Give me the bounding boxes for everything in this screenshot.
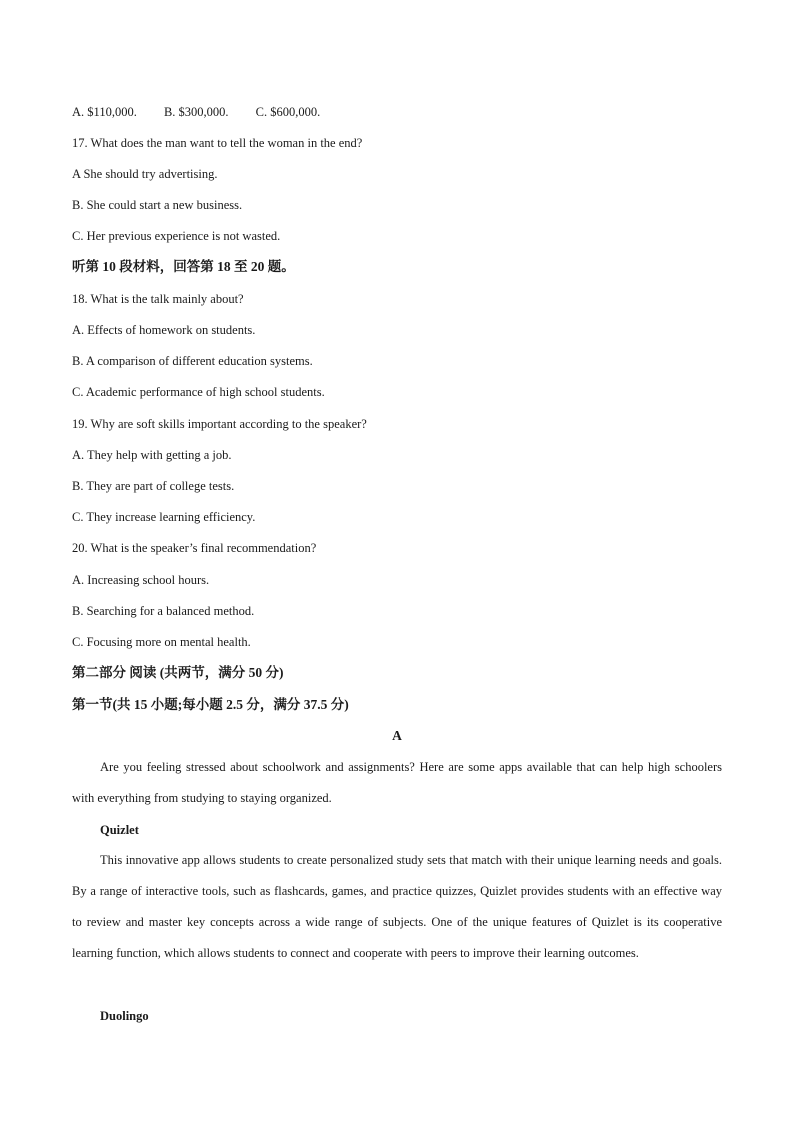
part2-heading: 第二部分 阅读 (共两节，满分 50 分) bbox=[72, 665, 284, 680]
q16-option-a: A. $110,000. bbox=[72, 105, 137, 119]
q18-option-b: B. A comparison of different education systems. bbox=[72, 354, 313, 368]
q17-question: 17. What does the man want to tell the woman in the end? bbox=[72, 136, 363, 150]
q18-option-c: C. Academic performance of high school students. bbox=[72, 385, 325, 399]
q16-option-b: B. $300,000. bbox=[163, 105, 229, 119]
q19-option-a: A. They help with getting a job. bbox=[72, 448, 232, 462]
quizlet-title: Quizlet bbox=[100, 823, 139, 837]
q16-options bbox=[72, 104, 344, 120]
intro-paragraph: Are you feeling stressed about schoolwork and assignments? Here are some apps available that can help high schoolers with everything from studying to staying organized. bbox=[72, 760, 722, 805]
q19-option-b: B. They are part of college tests. bbox=[72, 479, 235, 493]
q18-option-a: A. Effects of homework on students. bbox=[72, 323, 256, 337]
duolingo-title: Duolingo bbox=[100, 1009, 149, 1023]
section10-heading: 听第 10 段材料，回答第 18 至 20 题。 bbox=[72, 259, 295, 274]
passage-letter: A bbox=[392, 728, 402, 743]
section1-heading: 第一节(共 15 小题;每小题 2.5 分，满分 37.5 分) bbox=[72, 697, 349, 712]
q17-option-c: C. Her previous experience is not wasted. bbox=[72, 229, 281, 243]
q16-option-c: C. $600,000. bbox=[255, 105, 321, 119]
q17-option-a: A She should try advertising. bbox=[72, 167, 218, 181]
quizlet-paragraph: This innovative app allows students to create personalized study sets that match with their unique learning needs and goals. By a range of interactive tools, such as flashcards, games, and practice quizzes, Quizlet provides students with an effective way to review and master key concepts across a wide range of subjects. One of the unique features of Quizlet is its cooperative learning function, which allows students to connect and cooperate with peers to improve their learning outcomes. bbox=[72, 853, 722, 960]
q20-option-b: B. Searching for a balanced method. bbox=[72, 604, 255, 618]
q19-option-c: C. They increase learning efficiency. bbox=[72, 510, 256, 524]
q20-question: 20. What is the speaker’s final recommendation? bbox=[72, 541, 317, 555]
q17-option-b: B. She could start a new business. bbox=[72, 198, 243, 212]
q19-question: 19. Why are soft skills important according to the speaker? bbox=[72, 417, 367, 431]
q20-option-c: C. Focusing more on mental health. bbox=[72, 635, 251, 649]
q18-question: 18. What is the talk mainly about? bbox=[72, 292, 244, 306]
q20-option-a: A. Increasing school hours. bbox=[72, 573, 210, 587]
